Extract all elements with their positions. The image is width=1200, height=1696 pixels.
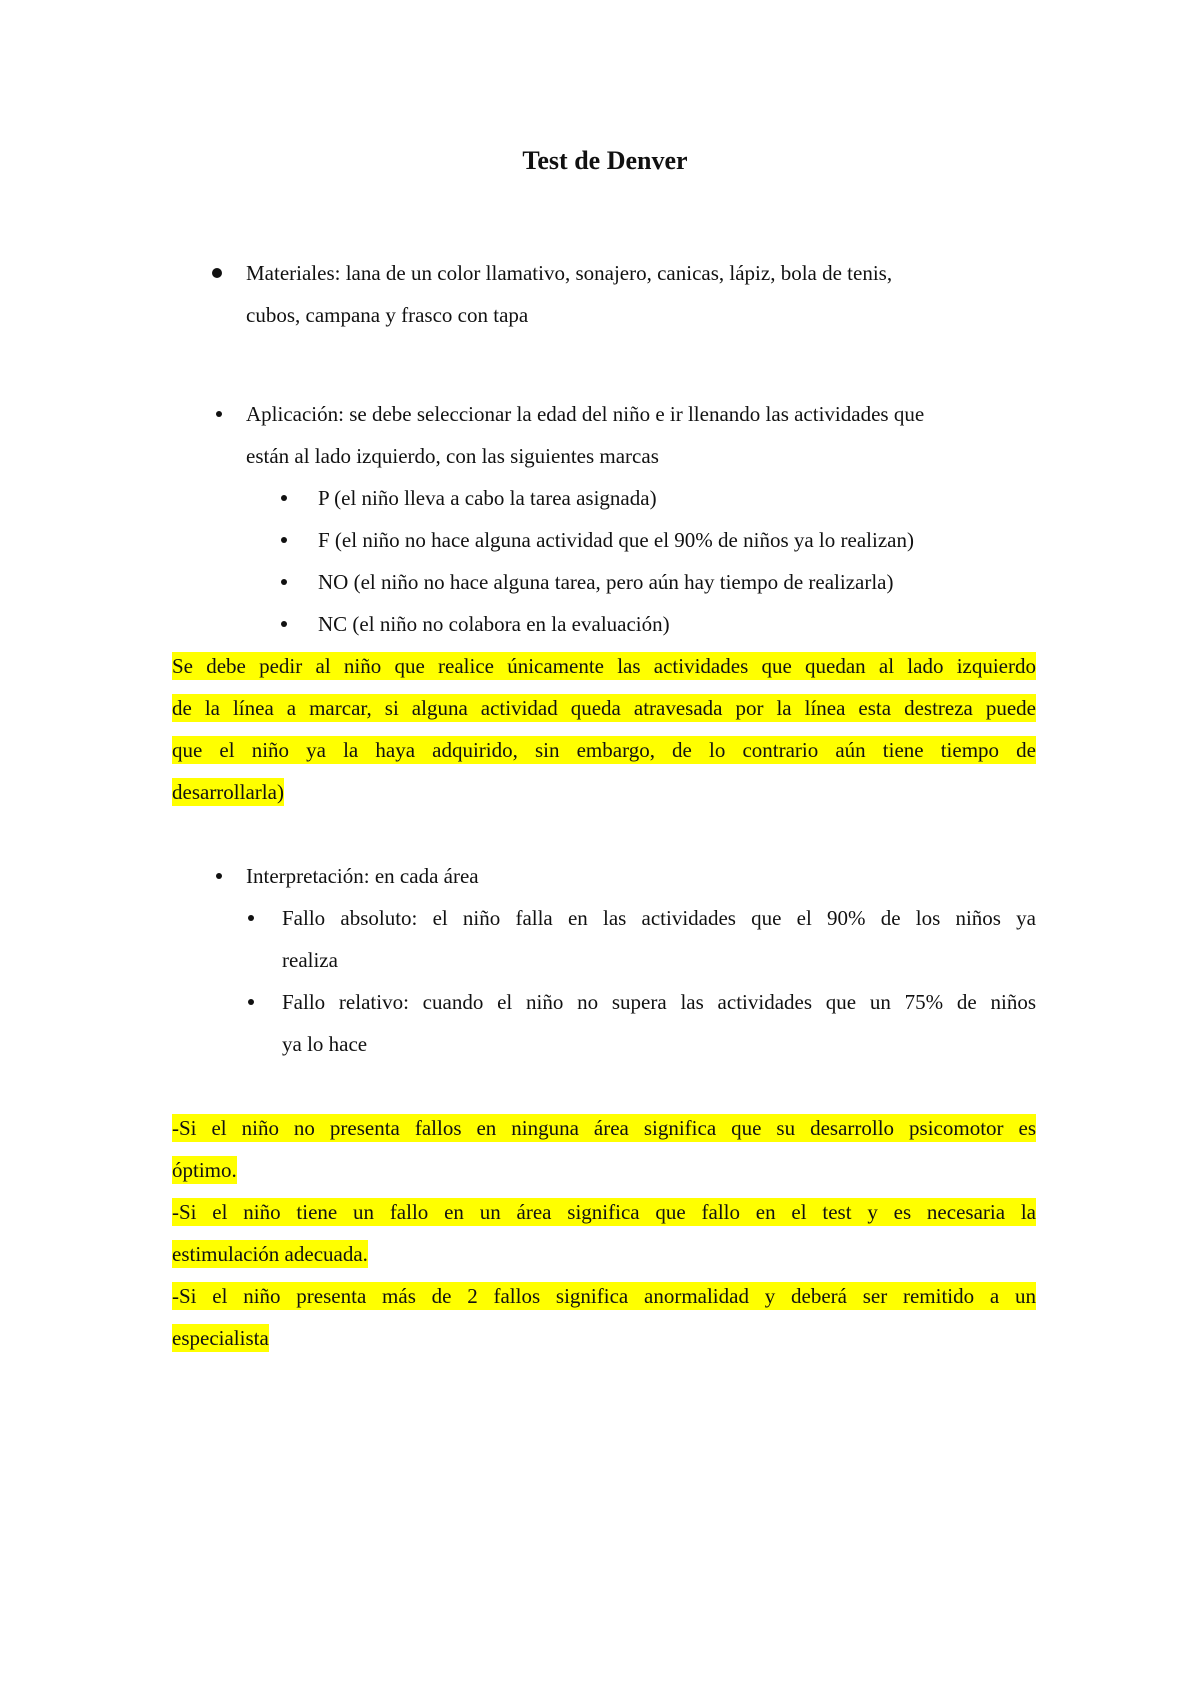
fallo-relativo-line-1: Fallo relativo: cuando el niño no supera las actividades que un 75% de niños [282,990,1036,1014]
mark-item: P (el niño lleva a cabo la tarea asignada) [318,486,657,510]
bullet-icon [212,268,222,278]
bullet-icon [216,873,222,879]
fallo-relativo-line-2: ya lo hace [282,1032,368,1056]
bullet-icon [216,411,222,417]
bullet-icon [281,495,287,501]
result-line: óptimo. [172,1158,237,1182]
bullet-icon [248,999,254,1005]
result-line: -Si el niño presenta más de 2 fallos significa anormalidad y deberá ser remitido a un [172,1284,1036,1308]
bullet-icon [281,621,287,627]
page-title: Test de Denver [522,146,688,175]
note-line: de la línea a marcar, si alguna actividad queda atravesada por la línea esta destreza puede [172,696,1036,720]
note-line: que el niño ya la haya adquirido, sin embargo, de lo contrario aún tiene tiempo de [172,738,1036,762]
mark-item: NC (el niño no colabora en la evaluación) [318,612,670,636]
result-line: -Si el niño no presenta fallos en ninguna área significa que su desarrollo psicomotor es [172,1116,1036,1140]
result-line: especialista [172,1326,269,1350]
mark-item: NO (el niño no hace alguna tarea, pero aún hay tiempo de realizarla) [318,570,894,594]
result-line: estimulación adecuada. [172,1242,368,1266]
materiales-line-2: cubos, campana y frasco con tapa [246,303,529,327]
aplicacion-line-2: están al lado izquierdo, con las siguientes marcas [246,444,659,468]
bullet-icon [281,537,287,543]
fallo-absoluto-line-1: Fallo absoluto: el niño falla en las actividades que el 90% de los niños ya [282,906,1036,930]
note-line: Se debe pedir al niño que realice únicamente las actividades que quedan al lado izquierdo [172,654,1036,678]
bullet-icon [248,915,254,921]
aplicacion-line-1: Aplicación: se debe seleccionar la edad del niño e ir llenando las actividades que [246,402,925,426]
fallo-absoluto-line-2: realiza [282,948,338,972]
materiales-line-1: Materiales: lana de un color llamativo, sonajero, canicas, lápiz, bola de tenis, [246,261,893,285]
note-line: desarrollarla) [172,780,284,804]
result-line: -Si el niño tiene un fallo en un área significa que fallo en el test y es necesaria la [172,1200,1036,1224]
interpretacion-heading: Interpretación: en cada área [246,864,479,888]
bullet-icon [281,579,287,585]
mark-item: F (el niño no hace alguna actividad que el 90% de niños ya lo realizan) [318,528,914,552]
